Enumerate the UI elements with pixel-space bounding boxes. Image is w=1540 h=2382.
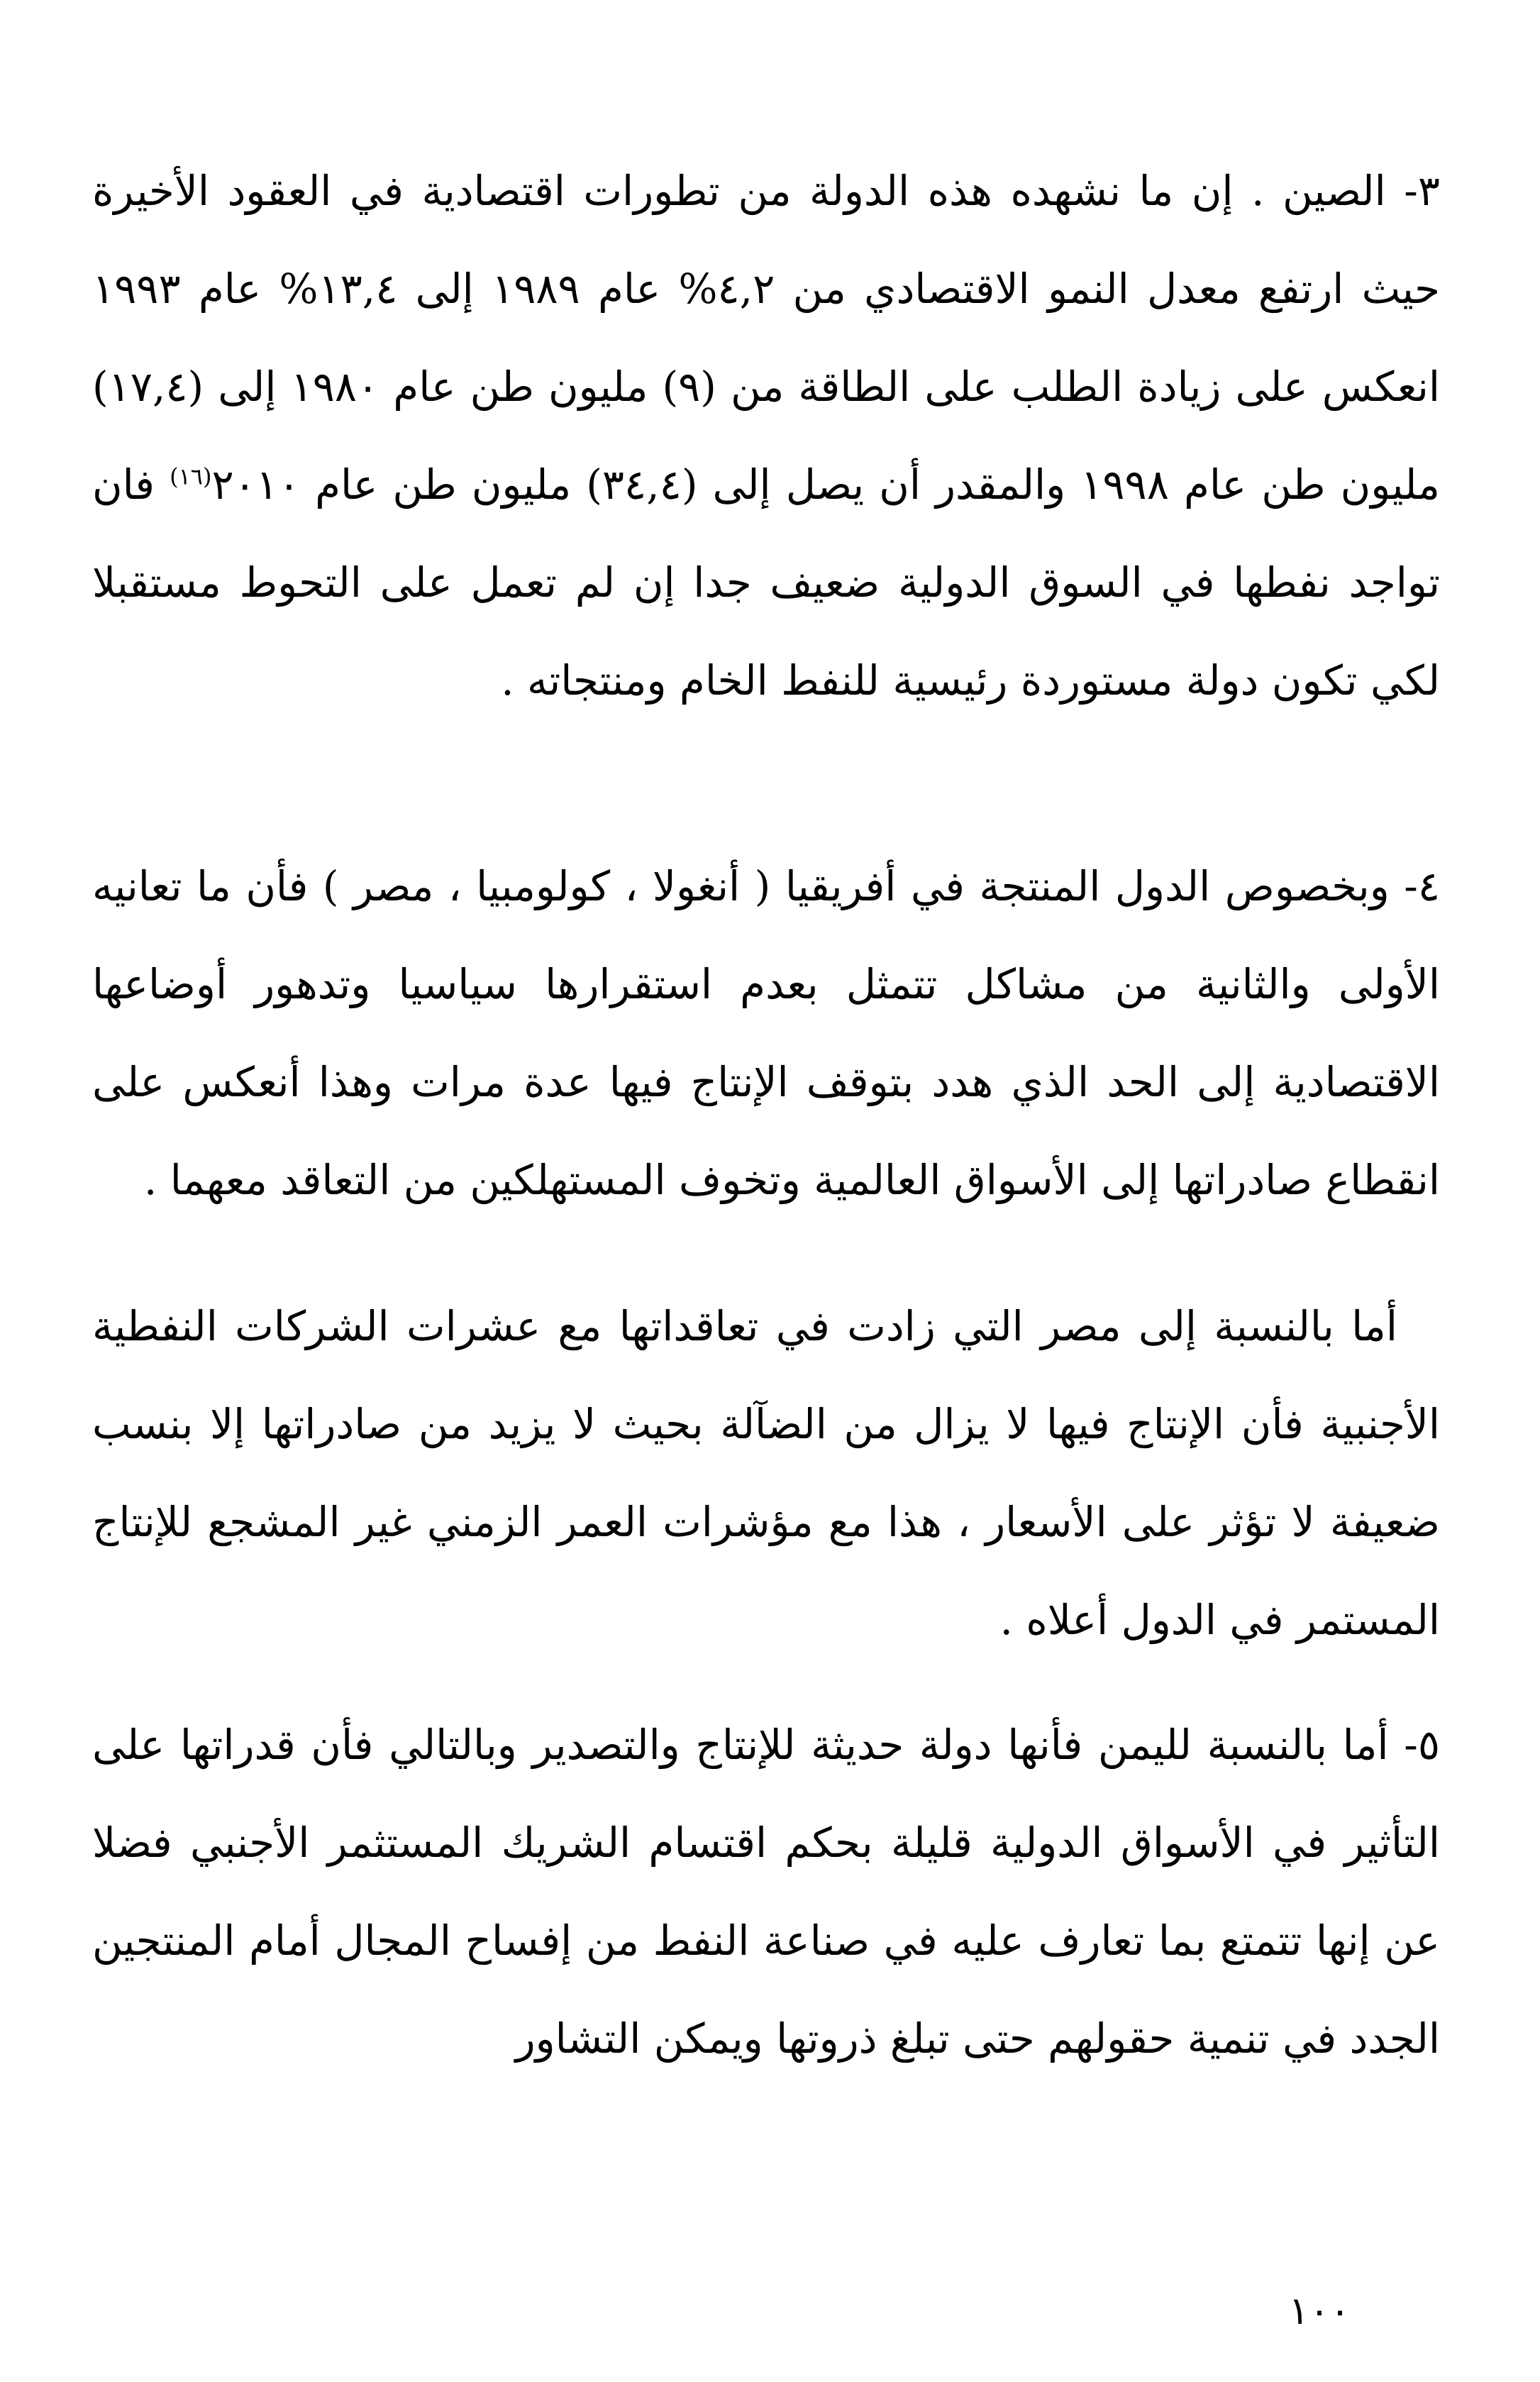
paragraph-china-continued: فان تواجد نفطها في السوق الدولية ضعيف جدا إن لم تعمل على التحوط مستقبلا لكي تكون دولة مستوردة رئيسية للنفط الخام ومنتجاته .	[92, 461, 1440, 705]
paragraph-yemen	[92, 1696, 1440, 2088]
paragraph-yemen-text: ٥- أما بالنسبة لليمن فأنها دولة حديثة للإنتاج والتصدير وبالتالي فأن قدراتها على التأثير في الأسواق الدولية قليلة بحكم اقتسام الشريك المستثمر الأجنبي فضلا عن إنها تتمتع بما تعارف عليه في صناعة النفط من إفساح المجال أمام المنتجين الجدد في تنمية حقولهم حتى تبلغ ذروتها ويمكن التشاور	[92, 1721, 1440, 2063]
paragraph-china	[92, 142, 1440, 729]
paragraph-africa	[92, 837, 1440, 1229]
footnote-marker: (١٦)	[170, 463, 212, 490]
paragraph-china-text: ٣- الصين . إن ما نشهده هذه الدولة من تطورات اقتصادية في العقود الأخيرة حيث ارتفع معدل النمو الاقتصادي من ٤,٢% عام ١٩٨٩ إلى ١٣,٤% عام ١٩٩٣ انعكس على زيادة الطلب على الطاقة من (٩) مليون طن عام ١٩٨٠ إلى (١٧,٤) مليون طن عام ١٩٩٨ والمقدر أن يصل إلى (٣٤,٤) مليون طن عام ٢٠١٠	[92, 167, 1440, 509]
paragraph-egypt	[92, 1277, 1440, 1669]
paragraph-egypt-text: أما بالنسبة إلى مصر التي زادت في تعاقداتها مع عشرات الشركات النفطية الأجنبية فأن الإنتاج فيها لا يزال من الضآلة بحيث لا يزيد من صادراتها إلا بنسب ضعيفة لا تؤثر على الأسعار ، هذا مع مؤشرات العمر الزمني غير المشجع للإنتاج المستمر في الدول أعلاه .	[92, 1302, 1440, 1644]
paragraph-africa-text: ٤- وبخصوص الدول المنتجة في أفريقيا ( أنغولا ، كولومبيا ، مصر ) فأن ما تعانيه الأولى والثانية من مشاكل تتمثل بعدم استقرارها سياسيا وتدهور أوضاعها الاقتصادية إلى الحد الذي هدد بتوقف الإنتاج فيها عدة مرات وهذا أنعكس على انقطاع صادراتها إلى الأسواق العالمية وتخوف المستهلكين من التعاقد معهما .	[92, 862, 1440, 1204]
page-number: ١٠٠	[1288, 2288, 1351, 2333]
